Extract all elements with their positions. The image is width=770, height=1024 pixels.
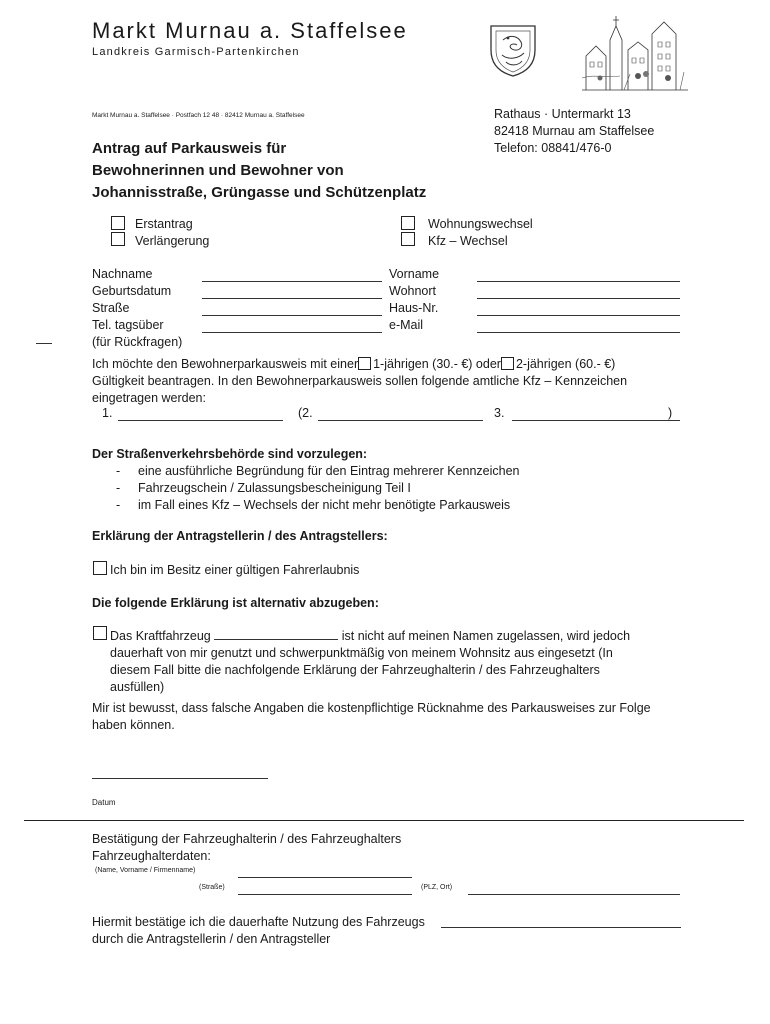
- sender-line: Markt Murnau a. Staffelsee · Postfach 12 48 · 82412 Murnau a. Staffelsee: [92, 112, 305, 119]
- owner-name-field[interactable]: [238, 877, 412, 878]
- district-name: Landkreis Garmisch-Partenkirchen: [92, 46, 300, 58]
- plate-field-3[interactable]: [512, 420, 680, 421]
- birthdate-field[interactable]: [202, 298, 382, 299]
- street-field[interactable]: [202, 315, 382, 316]
- plate-field-2[interactable]: [318, 420, 483, 421]
- plate-field-1[interactable]: [118, 420, 283, 421]
- alternative-heading: Die folgende Erklärung ist alternativ abzugeben:: [92, 596, 379, 610]
- validity-option-1: 1-jährigen (30.- €) oder: [373, 357, 501, 371]
- owner-street-field[interactable]: [238, 894, 412, 895]
- owner-heading: Bestätigung der Fahrzeughalterin / des Fahrzeughalters: [92, 832, 402, 846]
- address-street: Rathaus · Untermarkt 13: [494, 107, 631, 121]
- municipality-name: Markt Murnau a. Staffelsee: [92, 18, 408, 43]
- checkbox-move[interactable]: [401, 216, 415, 230]
- email-field[interactable]: [477, 332, 680, 333]
- checkbox-first-application[interactable]: [111, 216, 125, 230]
- owner-data-label: Fahrzeughalterdaten:: [92, 849, 211, 863]
- owner-name-label: (Name, Vorname / Firmenname): [95, 867, 196, 874]
- title-line-3: Johannisstraße, Grüngasse und Schützenplatz: [92, 184, 427, 201]
- date-label: Datum: [92, 798, 116, 807]
- owner-street-label: (Straße): [199, 884, 225, 891]
- vehicle-declaration-paragraph: [110, 627, 670, 696]
- checkbox-two-years[interactable]: [501, 357, 514, 370]
- label-lastname: Nachname: [92, 267, 153, 281]
- label-firstname: Vorname: [389, 267, 440, 281]
- vehicle-text-2: dauerhaft von mir genutzt und schwerpunktmäßig von meinem Wohnsitz aus eingesetzt (In: [110, 646, 613, 660]
- label-phone-note: (für Rückfragen): [92, 335, 183, 349]
- validity-paragraph: [92, 356, 692, 407]
- label-phone: Tel. tagsüber: [92, 318, 164, 332]
- form-title: [92, 138, 426, 204]
- plate-label-3: 3.: [494, 406, 505, 420]
- plate-label-1: 1.: [102, 406, 113, 420]
- vehicle-text-pre: Das Kraftfahrzeug: [110, 629, 211, 643]
- town-hall-address: [494, 106, 654, 157]
- list-item: - Fahrzeugschein / Zulassungsbescheinigung Teil I: [92, 480, 520, 497]
- checkbox-vehicle-change[interactable]: [401, 232, 415, 246]
- town-sketch-icon: [580, 12, 690, 94]
- label-first-application: Erstantrag: [135, 217, 193, 231]
- label-move: Wohnungswechsel: [428, 217, 533, 231]
- list-item: - eine ausführliche Begründung für den Eintrag mehrerer Kennzeichen: [92, 463, 520, 480]
- validity-text-1: Ich möchte den Bewohnerparkausweis mit einer: [92, 357, 359, 371]
- section-divider: [24, 820, 744, 821]
- coat-of-arms-icon: [488, 22, 538, 78]
- label-email: e-Mail: [389, 318, 424, 332]
- title-line-1: Antrag auf Parkausweis für: [92, 140, 287, 157]
- warning-text-1: Mir ist bewusst, dass falsche Angaben die kostenpflichtige Rücknahme des Parkausweises zur Folge: [92, 701, 651, 715]
- warning-paragraph: [92, 700, 692, 734]
- label-vehicle-change: Kfz – Wechsel: [428, 234, 508, 248]
- residence-field[interactable]: [477, 298, 680, 299]
- label-renewal: Verlängerung: [135, 234, 210, 248]
- owner-city-label: (PLZ, Ort): [421, 884, 453, 891]
- checkbox-vehicle-declaration[interactable]: [93, 626, 107, 640]
- checkbox-driving-license[interactable]: [93, 561, 107, 575]
- list-item: - im Fall eines Kfz – Wechsels der nicht mehr benötigte Parkausweis: [92, 497, 520, 514]
- lastname-field[interactable]: [202, 281, 382, 282]
- address-phone: Telefon: 08841/476-0: [494, 141, 612, 155]
- validity-option-2: 2-jährigen (60.- €): [515, 357, 616, 371]
- fold-mark: [36, 343, 52, 344]
- label-house-number: Haus-Nr.: [389, 301, 439, 315]
- checkbox-one-year[interactable]: [358, 357, 371, 370]
- confirm-text-1: Hiermit bestätige ich die dauerhafte Nutzung des Fahrzeugs: [92, 915, 425, 929]
- warning-text-2: haben können.: [92, 718, 175, 732]
- house-number-field[interactable]: [477, 315, 680, 316]
- vehicle-field[interactable]: [214, 627, 338, 640]
- label-driving-license: Ich bin im Besitz einer gültigen Fahrerlaubnis: [110, 563, 360, 577]
- vehicle-text-post: ist nicht auf meinen Namen zugelassen, wird jedoch: [341, 629, 631, 643]
- declaration-heading: Erklärung der Antragstellerin / des Antragstellers:: [92, 529, 388, 543]
- validity-text-3: eingetragen werden:: [92, 391, 206, 405]
- validity-text-2: Gültigkeit beantragen. In den Bewohnerparkausweis sollen folgende amtliche Kfz – Kennzeichen: [92, 374, 628, 388]
- title-line-2: Bewohnerinnen und Bewohner von: [92, 162, 344, 179]
- plate-label-2: (2.: [298, 406, 313, 420]
- label-birthdate: Geburtsdatum: [92, 284, 172, 298]
- confirm-text-2: durch die Antragstellerin / den Antragsteller: [92, 932, 331, 946]
- phone-field[interactable]: [202, 332, 382, 333]
- vehicle-text-4: ausfüllen): [110, 680, 165, 694]
- plate-close-paren: ): [668, 406, 673, 420]
- checkbox-renewal[interactable]: [111, 232, 125, 246]
- firstname-field[interactable]: [477, 281, 680, 282]
- requirements-heading: Der Straßenverkehrsbehörde sind vorzulegen:: [92, 447, 368, 461]
- label-residence: Wohnort: [389, 284, 437, 298]
- owner-city-field[interactable]: [468, 894, 680, 895]
- label-street: Straße: [92, 301, 130, 315]
- vehicle-text-3: diesem Fall bitte die nachfolgende Erklärung der Fahrzeughalterin / des Fahrzeughalters: [110, 663, 600, 677]
- address-city: 82418 Murnau am Staffelsee: [494, 124, 655, 138]
- requirements-list: [92, 463, 520, 514]
- confirm-signature-field[interactable]: [441, 927, 681, 928]
- date-field[interactable]: [92, 778, 268, 779]
